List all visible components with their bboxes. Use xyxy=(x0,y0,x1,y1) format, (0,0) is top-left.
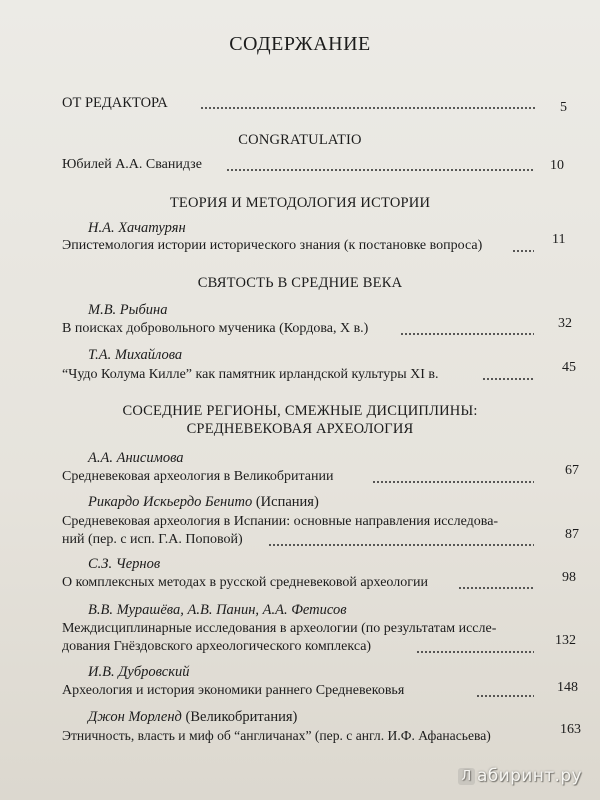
entry-leader-dots xyxy=(372,481,534,483)
labirint-watermark xyxy=(458,766,582,786)
entry-title: Средневековая археология в Испании: основные направления исследова- xyxy=(62,514,499,529)
entry-title-continued: ний (пер. с исп. Г.А. Поповой) xyxy=(62,532,243,547)
entry-page-number: 132 xyxy=(555,633,576,648)
entry-title: Археология и история экономики раннего Средневековья xyxy=(62,683,405,698)
entry-title: В поисках добровольного мученика (Кордова, Х в.) xyxy=(62,321,369,336)
entry-author: И.В. Дубровский xyxy=(88,664,190,680)
author-name: Джон Морленд xyxy=(88,709,182,725)
entry-author xyxy=(88,709,297,726)
entry-page-number: 163 xyxy=(560,722,581,737)
entry-author: С.З. Чернов xyxy=(88,556,161,572)
entry-title: Этничность, власть и миф об “англичанах” (пер. с англ. И.Ф. Афанасьева) xyxy=(62,728,491,743)
entry-author xyxy=(88,494,319,511)
section-heading-neighbor-regions: СОСЕДНИЕ РЕГИОНЫ, СМЕЖНЫЕ ДИСЦИПЛИНЫ: xyxy=(122,403,478,419)
editor-leader-dots xyxy=(200,107,535,109)
entry-page-number: 10 xyxy=(550,158,564,173)
page-title: СОДЕРЖАНИЕ xyxy=(229,33,371,55)
section-heading-medieval-archaeology: СРЕДНЕВЕКОВАЯ АРХЕОЛОГИЯ xyxy=(186,421,414,437)
entry-page-number: 32 xyxy=(558,316,572,331)
entry-page-number: 11 xyxy=(552,232,566,247)
author-name: Рикардо Искьердо Бенито xyxy=(88,494,253,510)
author-country: (Великобритания) xyxy=(185,709,298,725)
entry-title-continued: дования Гнёздовского археологического комплекса) xyxy=(62,639,372,654)
entry-title: Междисциплинарные исследования в археологии (по результатам иссле- xyxy=(62,621,497,636)
entry-page-number: 45 xyxy=(562,360,576,375)
entry-leader-dots xyxy=(226,169,534,171)
author-country: (Испания) xyxy=(255,494,319,510)
entry-title: Средневековая археология в Великобритании xyxy=(62,469,334,484)
entry-leader-dots xyxy=(458,587,534,589)
entry-title: О комплексных методах в русской средневековой археологии xyxy=(62,575,428,590)
entry-leader-dots xyxy=(512,250,534,252)
entry-author: М.В. Рыбина xyxy=(88,302,168,318)
watermark-logo-icon: Л xyxy=(458,768,475,785)
section-heading-theory: ТЕОРИЯ И МЕТОДОЛОГИЯ ИСТОРИИ xyxy=(169,195,431,211)
entry-leader-dots xyxy=(268,544,534,546)
entry-author: Т.А. Михайлова xyxy=(88,347,183,363)
editor-entry-label: ОТ РЕДАКТОРА xyxy=(62,95,168,111)
entry-leader-dots xyxy=(416,651,534,653)
entry-author: Н.А. Хачатурян xyxy=(88,220,186,236)
entry-leader-dots xyxy=(400,333,534,335)
entry-page-number: 87 xyxy=(565,527,579,542)
section-heading-holiness: СВЯТОСТЬ В СРЕДНИЕ ВЕКА xyxy=(197,275,403,291)
entry-author: В.В. Мурашёва, А.В. Панин, А.А. Фетисов xyxy=(88,602,347,618)
entry-page-number: 148 xyxy=(557,680,578,695)
entry-page-number: 67 xyxy=(565,463,579,478)
entry-title: “Чудо Колума Килле” как памятник ирландской культуры XI в. xyxy=(62,367,439,382)
editor-page-number: 5 xyxy=(560,100,567,115)
entry-leader-dots xyxy=(476,695,534,697)
entry-page-number: 98 xyxy=(562,570,576,585)
entry-title: Юбилей А.А. Сванидзе xyxy=(62,157,202,172)
section-heading-congratulatio: CONGRATULATIO xyxy=(238,132,362,148)
entry-title: Эпистемология истории исторического знания (к постановке вопроса) xyxy=(62,238,483,253)
entry-author: А.А. Анисимова xyxy=(88,450,184,466)
entry-leader-dots xyxy=(482,378,534,380)
watermark-text: абиринт.ру xyxy=(476,766,582,786)
